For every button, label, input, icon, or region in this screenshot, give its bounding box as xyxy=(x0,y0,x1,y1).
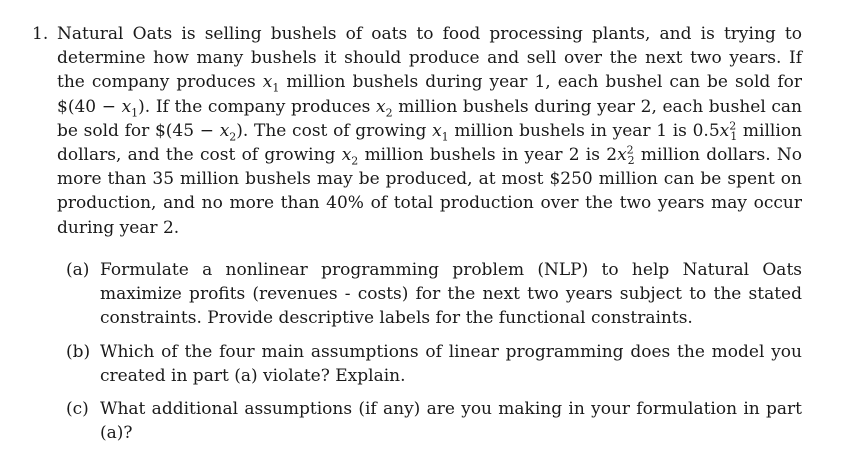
math-subscript: 2 xyxy=(351,154,359,168)
problem-text: ). The cost of growing xyxy=(236,120,433,141)
problem-text: million dollars, and the cost of growing xyxy=(57,120,802,166)
math-subscript: 1 xyxy=(730,130,738,144)
problem-text: million bushels during year 2, each bushel can be sold for $(45 − xyxy=(57,96,802,141)
math-variable: x xyxy=(341,145,352,166)
math-variable: x xyxy=(219,120,230,141)
part-b xyxy=(66,340,802,388)
part-label: (a) xyxy=(66,260,90,280)
math-subscript: 1 xyxy=(131,106,139,119)
problem-text: million bushels in year 2 is 2 xyxy=(358,145,618,166)
math-variable: x xyxy=(432,120,442,141)
part-text: Which of the four main assumptions of linear programming does the model you created in part (a) violate? Explain. xyxy=(100,341,802,386)
math-subscript: 2 xyxy=(229,130,237,144)
math-subscript: 1 xyxy=(441,130,449,144)
math-superscript: 2 xyxy=(729,119,737,133)
problem-text: ). If the company produces xyxy=(138,96,376,117)
math-variable: x xyxy=(719,120,730,141)
part-a xyxy=(66,258,802,331)
part-text: What additional assumptions (if any) are you making in your formulation in part (a)? xyxy=(100,399,802,444)
math-variable: x xyxy=(121,96,132,117)
part-label: (c) xyxy=(66,399,89,420)
problem-statement xyxy=(57,22,802,240)
problem-text: million dollars. No more than 35 million bushels may be produced, at most $250 million can be spent on production, and no more than 40% of total production over the two years may occur during year 2. xyxy=(57,145,802,238)
math-superscript: 2 xyxy=(626,143,634,157)
problem-number: 1. xyxy=(32,24,49,44)
math-variable: x xyxy=(376,96,386,117)
problem-text: Natural Oats is selling bushels of oats to food processing plants, and is trying to determine how many bushels it should produce and sell over the next two years. If the company produces xyxy=(57,24,802,93)
part-text: Formulate a nonlinear programming problem (NLP) to help Natural Oats maximize profits (revenues - costs) for the next two years subject to the stated constraints. Provide descriptive labels for the functional constraints. xyxy=(100,260,802,329)
math-subscript: 1 xyxy=(272,81,280,95)
problem-1 xyxy=(32,22,802,240)
math-variable: x xyxy=(617,145,627,166)
part-label: (b) xyxy=(66,341,91,362)
math-variable: x xyxy=(262,72,273,93)
math-subscript: 2 xyxy=(385,106,393,119)
problem-text: million bushels during year 1, each bushel can be sold for $(40 − xyxy=(57,72,802,117)
part-c xyxy=(66,397,802,445)
math-subscript: 2 xyxy=(627,154,635,168)
problem-text: million bushels in year 1 is 0.5 xyxy=(448,120,720,141)
problem-parts xyxy=(66,258,802,454)
